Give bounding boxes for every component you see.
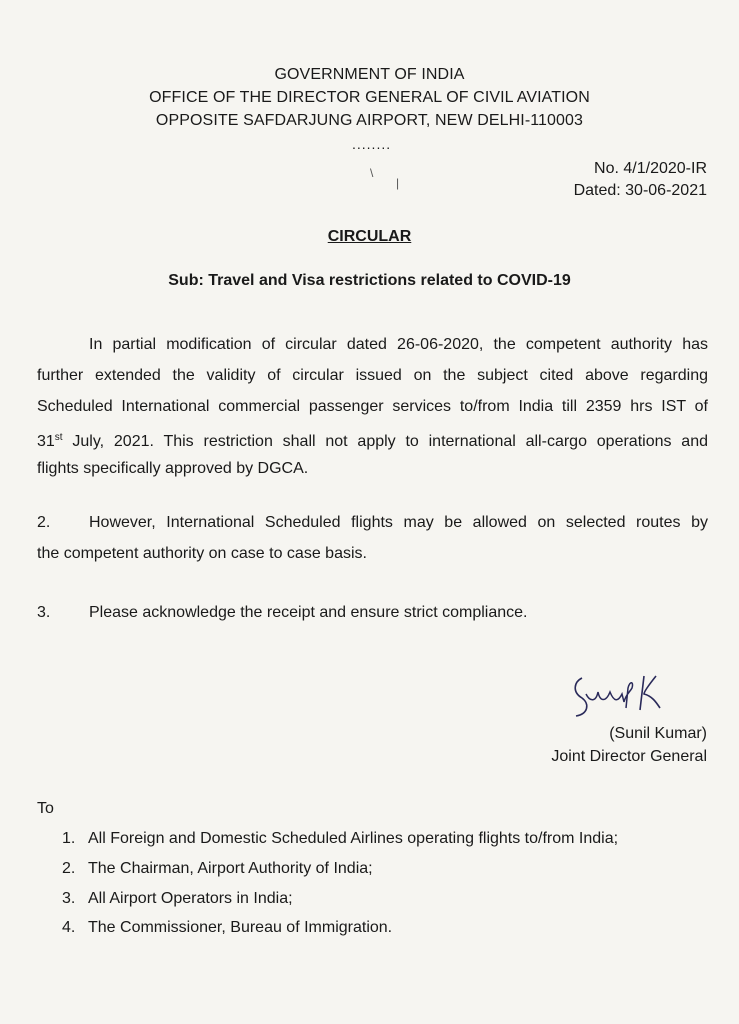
scan-mark: \ (370, 166, 374, 180)
paragraph-1-line-rest: July, 2021. This restriction shall not apply to international all-cargo operations and (62, 433, 708, 450)
paragraph-2-line: However, International Scheduled flights may be allowed on selected routes by (89, 514, 708, 531)
date-day: 31 (37, 433, 55, 450)
reference-date: Dated: 30-06-2021 (573, 182, 707, 199)
subject-line: Sub: Travel and Visa restrictions related to COVID-19 (168, 272, 571, 289)
recipient-number: 3. (62, 890, 76, 907)
recipient-item (62, 830, 618, 848)
paragraph-1-line (37, 422, 708, 457)
recipient-number: 4. (62, 919, 76, 936)
recipient-text: The Commissioner, Bureau of Immigration. (88, 919, 393, 936)
date-suffix: st (54, 432, 63, 443)
signature-image (560, 668, 690, 722)
signature-stroke (575, 678, 587, 716)
scan-mark: | (396, 176, 400, 190)
signatory-designation: Joint Director General (551, 748, 707, 765)
paragraph-1-line: further extended the validity of circular issued on the subject cited above regarding (37, 367, 708, 384)
paragraph-1 (37, 329, 708, 457)
reference-number: No. 4/1/2020-IR (594, 160, 707, 177)
signature-stroke (586, 683, 633, 708)
recipients-heading: To (37, 800, 54, 817)
signature-stroke (640, 676, 660, 710)
paragraph-2-number: 2. (37, 514, 51, 531)
header-line-1: GOVERNMENT OF INDIA (274, 66, 465, 83)
recipient-item (62, 860, 373, 878)
paragraph-1-line: In partial modification of circular dated 26-06-2020, the competent authority has (89, 336, 708, 353)
paragraph-3-text: Please acknowledge the receipt and ensure strict compliance. (89, 604, 528, 621)
paragraph-2-line: the competent authority on case to case basis. (37, 545, 367, 562)
recipient-text: The Chairman, Airport Authority of India; (88, 860, 373, 877)
paragraph-2-last-line (37, 538, 708, 569)
header-line-3: OPPOSITE SAFDARJUNG AIRPORT, NEW DELHI-110003 (155, 112, 584, 129)
recipient-item (62, 919, 392, 937)
paragraph-1-line: flights specifically approved by DGCA. (37, 460, 309, 477)
header-dots: ........ (352, 136, 392, 152)
recipient-item (62, 890, 293, 908)
paragraph-1-line: Scheduled International commercial passenger services to/from India till 2359 hrs IST of (37, 398, 708, 415)
recipient-number: 1. (62, 830, 76, 847)
paragraph-2-first-line (89, 507, 708, 538)
paragraph-1-last-line (37, 453, 708, 484)
recipient-text: All Foreign and Domestic Scheduled Airlines operating flights to/from India; (88, 830, 619, 847)
recipient-number: 2. (62, 860, 76, 877)
recipient-text: All Airport Operators in India; (88, 890, 293, 907)
signatory-name: (Sunil Kumar) (609, 725, 707, 742)
header-line-2: OFFICE OF THE DIRECTOR GENERAL OF CIVIL AVIATION (149, 89, 590, 106)
paragraph-3-number: 3. (37, 604, 51, 621)
document-title: CIRCULAR (327, 228, 412, 245)
